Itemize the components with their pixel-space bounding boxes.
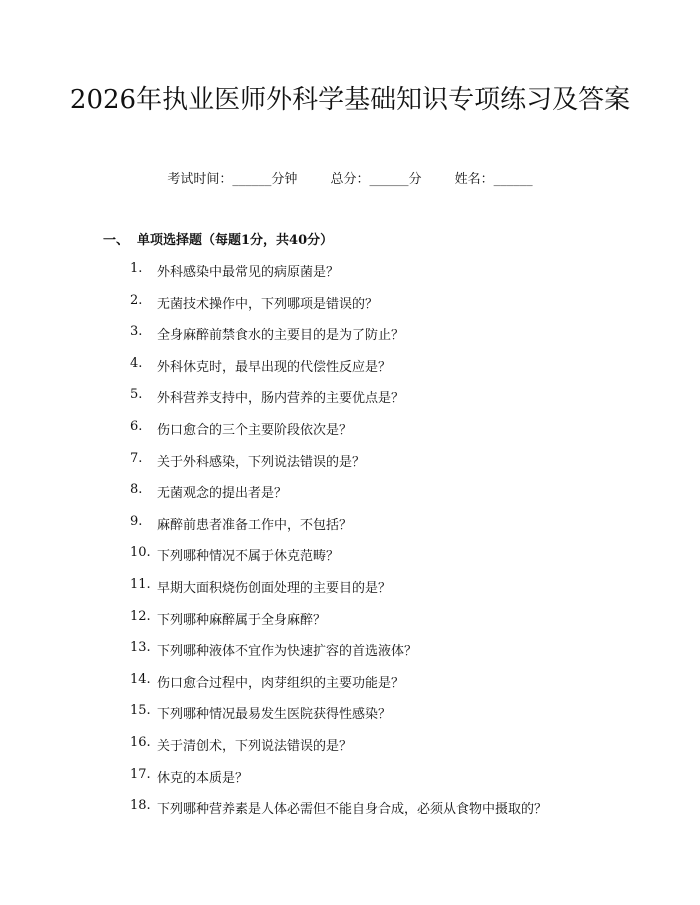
page-title: 2026年执业医师外科学基础知识专项练习及答案 xyxy=(69,85,631,115)
question-number: 9. xyxy=(130,513,143,529)
question-text: 下列哪种营养素是人体必需但不能自身合成，必须从食物中摄取的？ xyxy=(157,802,548,818)
question-text: 无菌技术操作中，下列哪项是错误的？ xyxy=(157,296,379,312)
score-unit: 分 xyxy=(408,172,422,187)
question-number: 2. xyxy=(130,292,143,308)
question-number: 16. xyxy=(130,735,151,750)
question-text: 休克的本质是？ xyxy=(157,770,249,786)
section-heading xyxy=(103,229,333,248)
question-number: 10. xyxy=(130,545,151,561)
time-label: 考试时间： xyxy=(167,172,233,187)
question-number: 12. xyxy=(130,608,151,624)
time-unit: 分钟 xyxy=(271,172,298,187)
question-text: 关于清创术，下列说法错误的是？ xyxy=(157,739,353,754)
question-text: 下列哪种情况最易发生医院获得性感染？ xyxy=(157,707,392,723)
question-number: 3. xyxy=(130,324,143,340)
question-text: 外科营养支持中，肠内营养的主要优点是？ xyxy=(157,391,405,407)
question-text: 下列哪种情况不属于休克范畴？ xyxy=(157,549,340,565)
exam-info-line xyxy=(0,168,700,187)
question-text: 外科休克时，最早出现的代偿性反应是？ xyxy=(157,359,392,375)
question-number: 6. xyxy=(130,419,143,434)
question-text: 伤口愈合的三个主要阶段依次是？ xyxy=(157,423,353,438)
question-number: 13. xyxy=(130,640,151,656)
name-blank: ______ xyxy=(493,172,533,187)
question-text: 下列哪种麻醉属于全身麻醉？ xyxy=(157,612,327,628)
section-title: 单项选择题（每题1分，共40分） xyxy=(137,233,334,248)
question-text: 全身麻醉前禁食水的主要目的是为了防止？ xyxy=(157,328,405,344)
question-text: 关于外科感染，下列说法错误的是？ xyxy=(157,454,366,470)
question-number: 17. xyxy=(130,766,151,782)
question-text: 早期大面积烧伤创面处理的主要目的是？ xyxy=(157,581,392,596)
question-text: 伤口愈合过程中，肉芽组织的主要功能是？ xyxy=(157,675,405,691)
question-number: 7. xyxy=(130,450,143,466)
question-text: 下列哪种液体不宜作为快速扩容的首选液体？ xyxy=(157,644,418,660)
question-number: 1. xyxy=(130,261,143,276)
score-blank: ______ xyxy=(369,172,409,187)
question-number: 15. xyxy=(130,703,151,719)
question-number: 11. xyxy=(130,577,151,592)
question-number: 4. xyxy=(130,355,143,371)
question-number: 18. xyxy=(130,798,151,814)
section-number: 一、 xyxy=(103,233,130,248)
question-text: 无菌观念的提出者是？ xyxy=(157,486,288,502)
question-text: 外科感染中最常见的病原菌是？ xyxy=(157,265,340,280)
question-number: 5. xyxy=(130,387,143,403)
question-number: 8. xyxy=(130,482,143,498)
score-label: 总分： xyxy=(330,172,370,187)
time-blank: ______ xyxy=(232,172,272,187)
name-label: 姓名： xyxy=(454,172,494,187)
question-text: 麻醉前患者准备工作中，不包括？ xyxy=(157,517,353,533)
question-number: 14. xyxy=(130,671,151,687)
